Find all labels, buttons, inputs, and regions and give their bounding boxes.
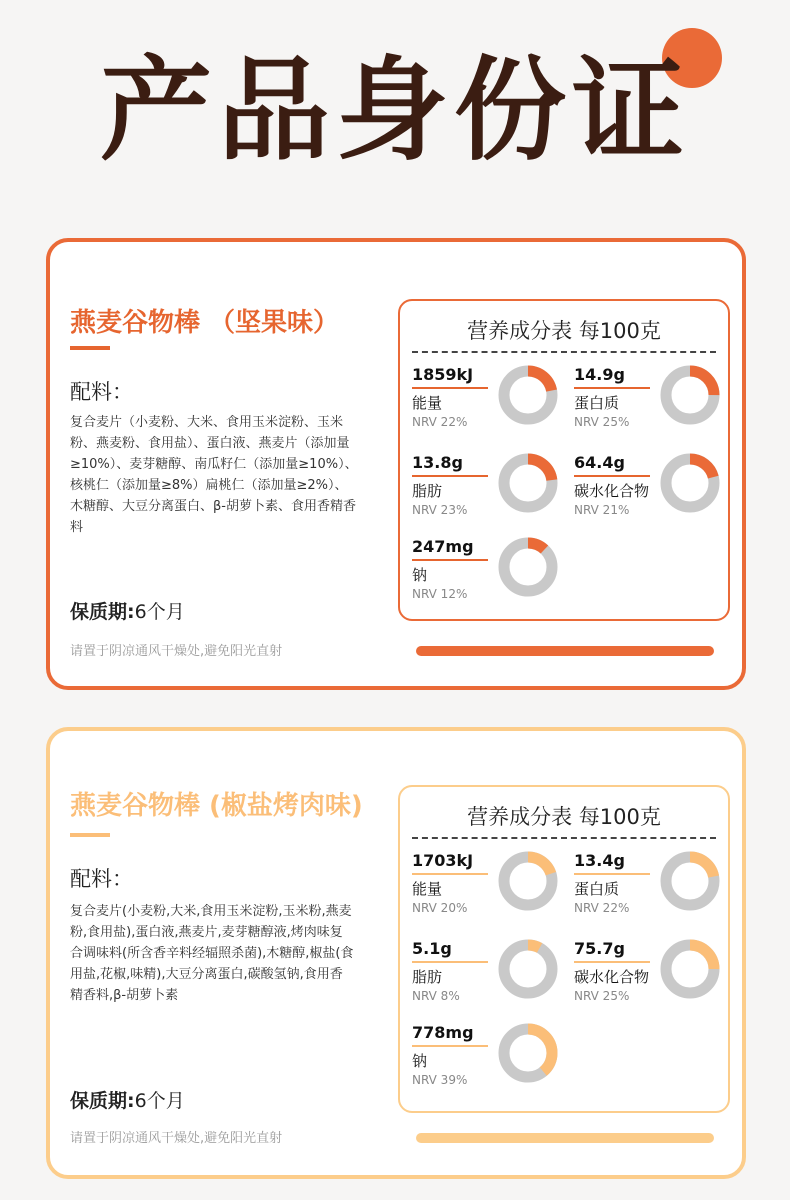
nrv-donut-chart [658, 451, 722, 515]
nutrient-value: 13.8g [412, 453, 463, 472]
nutrient-underline [412, 559, 488, 561]
page-title: 产品身份证 [100, 46, 690, 176]
nutrient-protein [574, 365, 734, 445]
ingredients-label: 配料： [70, 867, 133, 891]
nutrient-fat [412, 939, 572, 1019]
shelf-life [70, 597, 185, 624]
nutrient-nrv: NRV 12% [412, 587, 468, 601]
product-card-nut [46, 238, 746, 690]
nutrition-table [398, 785, 730, 1113]
nutrient-underline [574, 387, 650, 389]
name-underline [70, 833, 110, 837]
nutrient-nrv: NRV 8% [412, 989, 460, 1003]
nutrient-underline [412, 1045, 488, 1047]
nutrition-divider [412, 351, 716, 353]
nutrient-nrv: NRV 23% [412, 503, 468, 517]
nutrient-label: 碳水化合物 [574, 482, 650, 500]
nutrient-sodium [412, 1023, 572, 1103]
ingredients-text: 复合麦片（小麦粉、大米、食用玉米淀粉、玉米粉、燕麦粉、食用盐）、蛋白液、燕麦片（添加量≥10%）、麦芽糖醇、南瓜籽仁（添加量≥10%）、核桃仁（添加量≥8%）扁桃仁（添加量≥2%）、木糖醇、大豆分离蛋白、β-胡萝卜素、食用香精香料 [70, 415, 358, 535]
nutrient-underline [574, 873, 650, 875]
nutrition-title: 营养成分表 每100克 [467, 805, 661, 829]
nutrient-label: 蛋白质 [574, 880, 620, 898]
nutrient-energy [412, 851, 572, 931]
ingredients-label: 配料： [70, 380, 133, 404]
storage-note: 请置于阴凉通风干燥处,避免阳光直射 [70, 644, 283, 659]
nutrient-nrv: NRV 22% [412, 415, 468, 429]
nutrient-nrv: NRV 22% [574, 901, 630, 915]
nrv-donut-chart [658, 849, 722, 913]
nutrient-underline [412, 387, 488, 389]
nutrient-label: 钠 [412, 1052, 428, 1070]
nutrient-value: 1859kJ [412, 365, 474, 384]
nutrient-carbohydrate [574, 453, 734, 533]
shelf-life-value: 6个月 [134, 1090, 185, 1112]
nutrient-underline [574, 475, 650, 477]
nutrient-underline [574, 961, 650, 963]
nutrient-nrv: NRV 25% [574, 415, 630, 429]
nrv-donut-chart [658, 363, 722, 427]
donut-track [504, 945, 552, 993]
nutrition-table [398, 299, 730, 621]
nutrient-value: 247mg [412, 537, 474, 556]
nutrient-nrv: NRV 21% [574, 503, 630, 517]
nrv-donut-chart [496, 849, 560, 913]
nutrient-label: 钠 [412, 566, 428, 584]
product-name: 燕麦谷物棒 (椒盐烤肉味) [70, 791, 363, 821]
nutrient-sodium [412, 537, 572, 617]
nutrient-nrv: NRV 39% [412, 1073, 468, 1087]
nutrient-label: 脂肪 [412, 482, 443, 500]
nrv-donut-chart [496, 451, 560, 515]
nrv-donut-chart [496, 363, 560, 427]
nutrient-value: 5.1g [412, 939, 452, 958]
nrv-donut-chart [658, 937, 722, 1001]
product-name: 燕麦谷物棒 （坚果味） [70, 308, 340, 338]
accent-bar [416, 646, 714, 656]
nutrient-underline [412, 961, 488, 963]
nutrient-nrv: NRV 20% [412, 901, 468, 915]
nrv-donut-chart [496, 535, 560, 599]
storage-note: 请置于阴凉通风干燥处,避免阳光直射 [70, 1131, 283, 1146]
nutrient-value: 75.7g [574, 939, 625, 958]
name-underline [70, 346, 110, 350]
nutrient-label: 蛋白质 [574, 394, 620, 412]
ingredients-text: 复合麦片(小麦粉,大米,食用玉米淀粉,玉米粉,燕麦粉,食用盐),蛋白液,燕麦片,麦芽糖醇液,烤肉味复合调味料(所含香辛料经辐照杀菌),木糖醇,椒盐(食用盐,花椒,味精),大豆分离蛋白,碳酸氢钠,食用香精香料,β-胡萝卜素 [70, 904, 354, 1003]
nutrient-underline [412, 873, 488, 875]
nutrition-divider [412, 837, 716, 839]
nutrient-fat [412, 453, 572, 533]
nutrient-underline [412, 475, 488, 477]
nutrient-label: 能量 [412, 394, 443, 412]
shelf-life-label: 保质期: [70, 601, 135, 623]
nutrient-nrv: NRV 25% [574, 989, 630, 1003]
nutrient-value: 778mg [412, 1023, 474, 1042]
nutrient-label: 能量 [412, 880, 443, 898]
nutrient-protein [574, 851, 734, 931]
shelf-life-value: 6个月 [134, 601, 185, 623]
nutrition-title: 营养成分表 每100克 [467, 319, 661, 343]
nutrient-value: 1703kJ [412, 851, 474, 870]
nrv-donut-chart [496, 937, 560, 1001]
accent-bar [416, 1133, 714, 1143]
nutrient-energy [412, 365, 572, 445]
nutrient-label: 脂肪 [412, 968, 443, 986]
donut-track [504, 543, 552, 591]
shelf-life [70, 1086, 185, 1113]
nutrient-value: 14.9g [574, 365, 625, 384]
nutrient-label: 碳水化合物 [574, 968, 650, 986]
nutrient-carbohydrate [574, 939, 734, 1019]
product-card-bbq [46, 727, 746, 1179]
nutrient-value: 13.4g [574, 851, 625, 870]
nrv-donut-chart [496, 1021, 560, 1085]
nutrient-value: 64.4g [574, 453, 625, 472]
shelf-life-label: 保质期: [70, 1090, 135, 1112]
